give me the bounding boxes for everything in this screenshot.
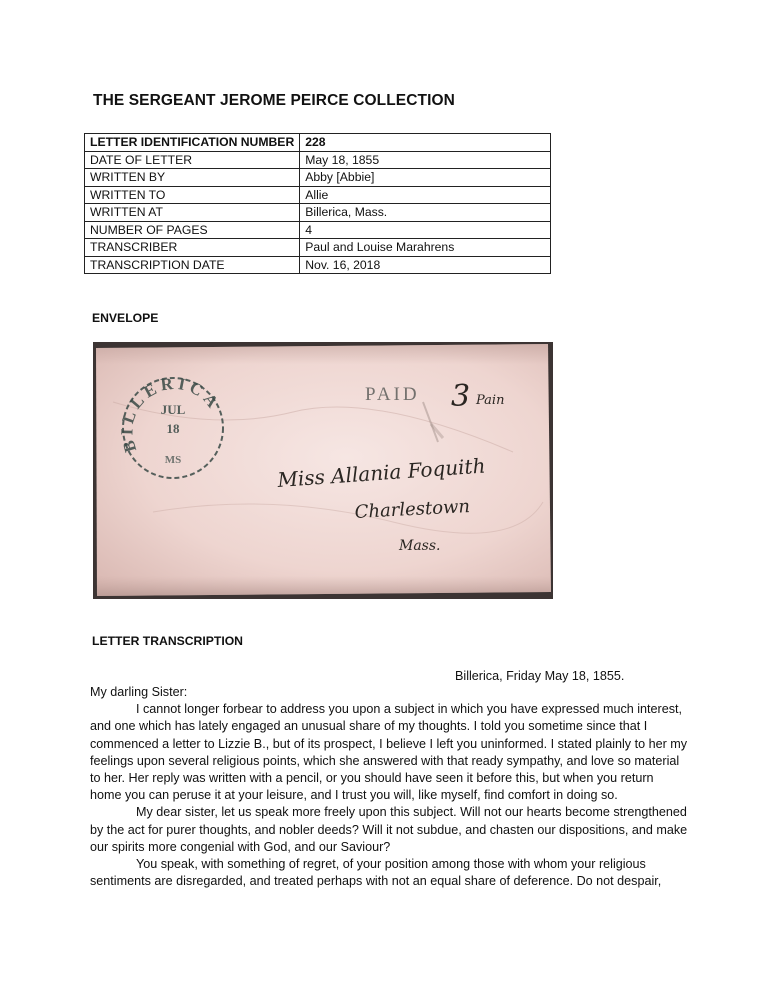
postmark-town: BILLERICA (117, 373, 225, 455)
letter-body (90, 684, 688, 890)
table-row (85, 204, 551, 222)
postmark-state: MS (164, 454, 182, 466)
meta-value: 4 (300, 221, 551, 239)
table-row (85, 256, 551, 274)
meta-key: WRITTEN BY (85, 169, 300, 187)
meta-key: DATE OF LETTER (85, 151, 300, 169)
transcription-heading: LETTER TRANSCRIPTION (92, 634, 243, 648)
metadata-table (84, 133, 551, 274)
envelope-heading: ENVELOPE (92, 311, 159, 325)
document-title: THE SERGEANT JEROME PEIRCE COLLECTION (93, 92, 455, 109)
meta-key: TRANSCRIPTION DATE (85, 256, 300, 274)
letter-paragraph: I cannot longer forbear to address you upon a subject in which you have expressed much interest, and one which has lately engaged an unusual share of my thoughts. I told you sometime since that I commenced a letter to Lizzie B., but of its prospect, I believe I left you uninformed. I stated plainly to her my feelings upon several religious points, which she answered with that ready sympathy, and love so material to her. Her reply was written with a pencil, or you should have seen it before this, but when you return home you can peruse it at your leisure, and I trust you will, like myself, find comfort in doing so. (90, 702, 688, 803)
envelope-drawing (93, 342, 553, 599)
meta-key: WRITTEN AT (85, 204, 300, 222)
table-row (85, 186, 551, 204)
meta-key: NUMBER OF PAGES (85, 221, 300, 239)
address-line-1: Miss Allania Foquith (276, 453, 487, 492)
meta-value: May 18, 1855 (300, 151, 551, 169)
address-line-2: Charlestown (354, 495, 471, 523)
rate-note: Pain (476, 393, 505, 408)
table-row (85, 221, 551, 239)
meta-value: Allie (300, 186, 551, 204)
meta-value: Paul and Louise Marahrens (300, 239, 551, 257)
table-row (85, 169, 551, 187)
address-line-3: Mass. (399, 538, 441, 554)
meta-key: TRANSCRIBER (85, 239, 300, 257)
meta-value: Billerica, Mass. (300, 204, 551, 222)
letter-salutation: My darling Sister: (90, 685, 188, 699)
table-row (85, 134, 551, 152)
meta-value: 228 (300, 134, 551, 152)
letter-paragraph: You speak, with something of regret, of your position among those with whom your religious sentiments are disregarded, and treated perhaps with not an equal share of deference. Do not despair, (90, 857, 662, 889)
postage-rate: 3 (451, 379, 471, 414)
meta-key: LETTER IDENTIFICATION NUMBER (85, 134, 300, 152)
postmark-month: JUL (160, 402, 186, 417)
meta-value: Abby [Abbie] (300, 169, 551, 187)
meta-key: WRITTEN TO (85, 186, 300, 204)
postmark-day: 18 (166, 421, 180, 436)
letter-place-date: Billerica, Friday May 18, 1855. (455, 669, 625, 683)
envelope-image (93, 342, 553, 599)
paid-stamp: PAID (365, 384, 420, 405)
table-row (85, 151, 551, 169)
table-row (85, 239, 551, 257)
letter-paragraph: My dear sister, let us speak more freely upon this subject. Will not our hearts become strengthened by the act for purer thoughts, and nobler deeds? Will it not subdue, and chasten our dispositions, and make our spirits more congenial with God, and our Saviour? (90, 805, 688, 854)
meta-value: Nov. 16, 2018 (300, 256, 551, 274)
